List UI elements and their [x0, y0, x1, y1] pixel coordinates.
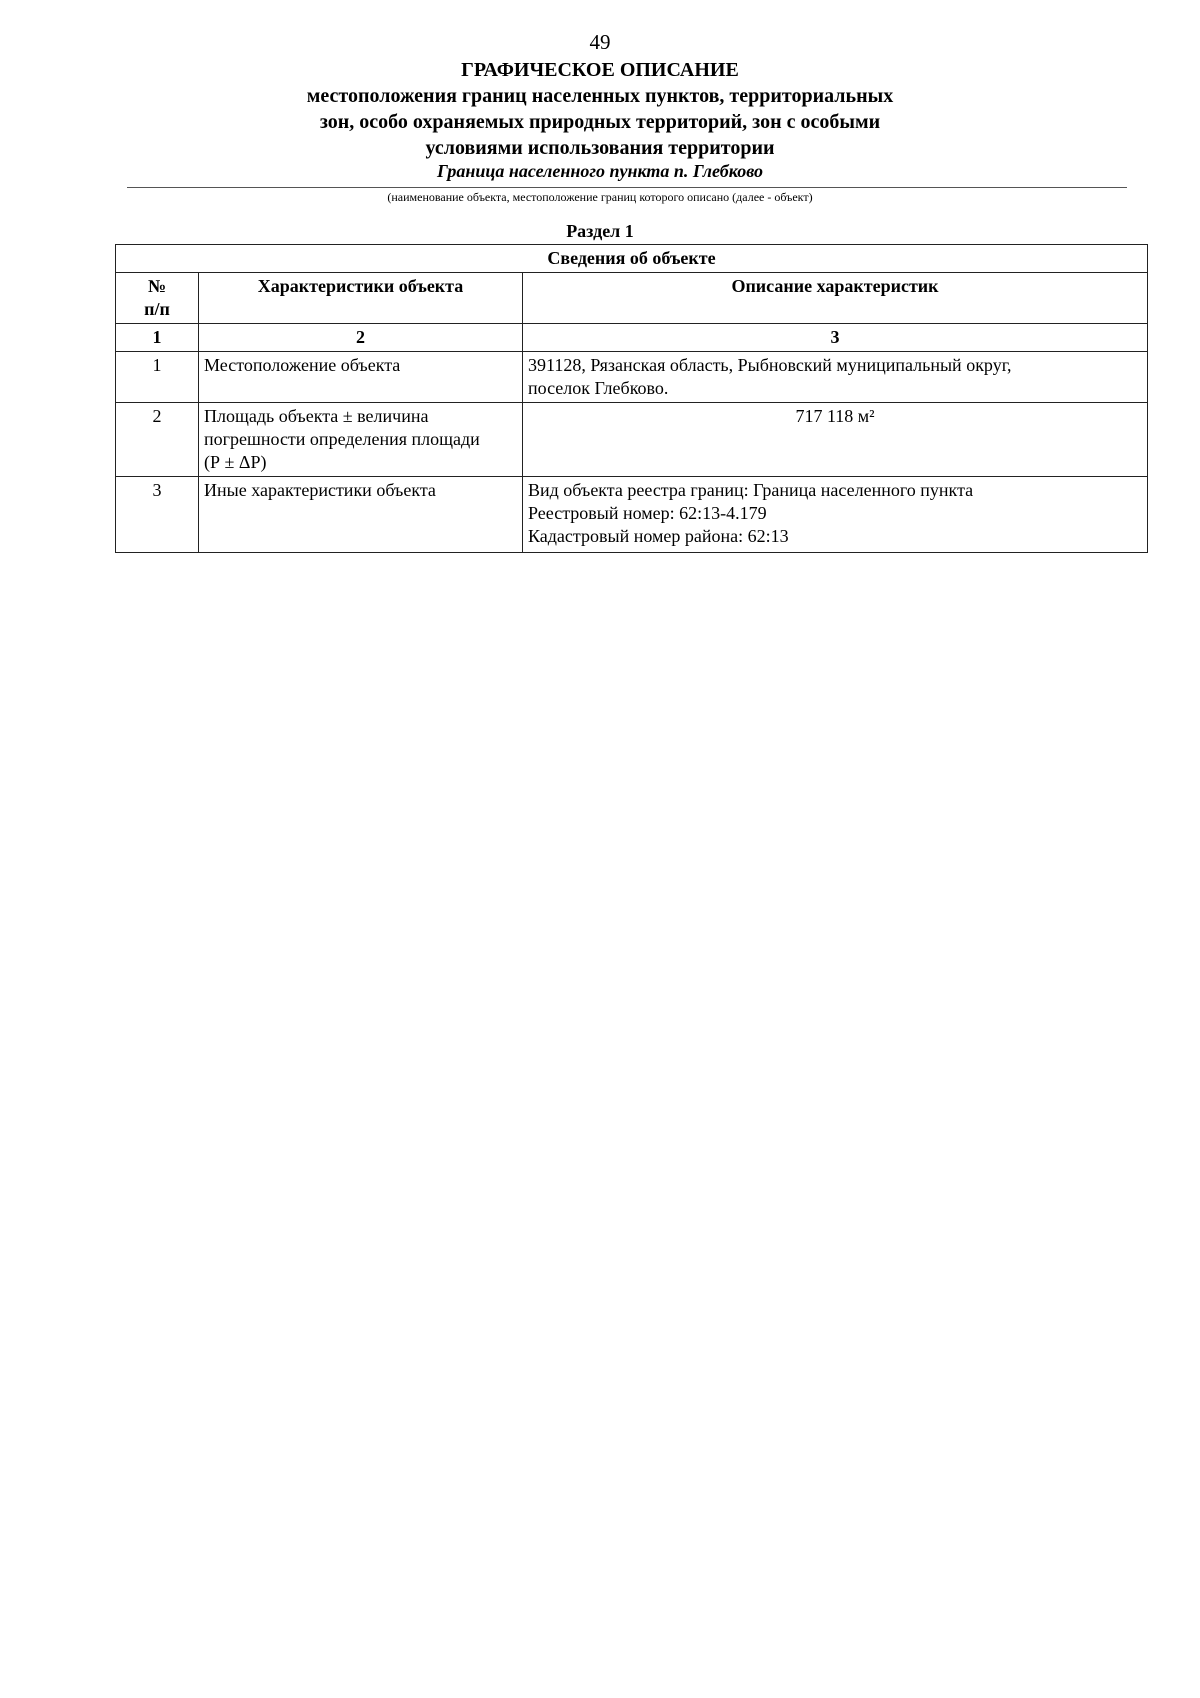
characteristic-line: (Р ± ΔР) — [204, 452, 267, 472]
object-info-table — [115, 244, 1148, 553]
header-description: Описание характеристик — [523, 273, 1148, 324]
row-number: 3 — [116, 477, 199, 553]
table-row — [116, 352, 1148, 403]
object-name-caption: (наименование объекта, местоположение границ которого описано (далее - объект) — [387, 190, 813, 204]
description-line: поселок Глебково. — [528, 378, 669, 398]
row-characteristic: Иные характеристики объекта — [199, 477, 523, 553]
table-row — [116, 477, 1148, 553]
column-number: 1 — [116, 324, 199, 352]
row-number: 1 — [116, 352, 199, 403]
object-name: Граница населенного пункта п. Глебково — [436, 161, 764, 181]
object-name-underline — [127, 187, 1127, 188]
row-description — [523, 477, 1148, 553]
header-characteristics: Характеристики объекта — [199, 273, 523, 324]
title-line-1: ГРАФИЧЕСКОЕ ОПИСАНИЕ — [461, 59, 739, 81]
header-num-line-2: п/п — [144, 299, 170, 319]
title-line-3: зон, особо охраняемых природных территорий, зон с особыми — [319, 111, 881, 133]
description-line: Кадастровый номер района: 62:13 — [528, 526, 789, 546]
header-num-line-1: № — [147, 276, 167, 296]
row-description: 717 118 м² — [523, 403, 1148, 477]
column-number-row — [116, 324, 1148, 352]
row-description — [523, 352, 1148, 403]
row-characteristic — [199, 403, 523, 477]
page-number: 49 — [589, 30, 611, 54]
title-line-2: местоположения границ населенных пунктов, территориальных — [306, 85, 894, 107]
description-line: 391128, Рязанская область, Рыбновский муниципальный округ, — [528, 355, 1012, 375]
row-characteristic: Местоположение объекта — [199, 352, 523, 403]
characteristic-line: Площадь объекта ± величина — [204, 406, 429, 426]
table-header-row — [116, 273, 1148, 324]
row-number: 2 — [116, 403, 199, 477]
table-row — [116, 403, 1148, 477]
document-title — [0, 57, 1200, 161]
description-line: Вид объекта реестра границ: Граница населенного пункта — [528, 480, 974, 500]
title-line-4: условиями использования территории — [425, 137, 775, 159]
table-caption: Сведения об объекте — [116, 245, 1148, 273]
column-number: 2 — [199, 324, 523, 352]
column-number: 3 — [523, 324, 1148, 352]
table-caption-row — [116, 245, 1148, 273]
characteristic-line: погрешности определения площади — [204, 429, 480, 449]
section-title: Раздел 1 — [566, 221, 634, 241]
header-num — [116, 273, 199, 324]
description-line: Реестровый номер: 62:13-4.179 — [528, 503, 767, 523]
